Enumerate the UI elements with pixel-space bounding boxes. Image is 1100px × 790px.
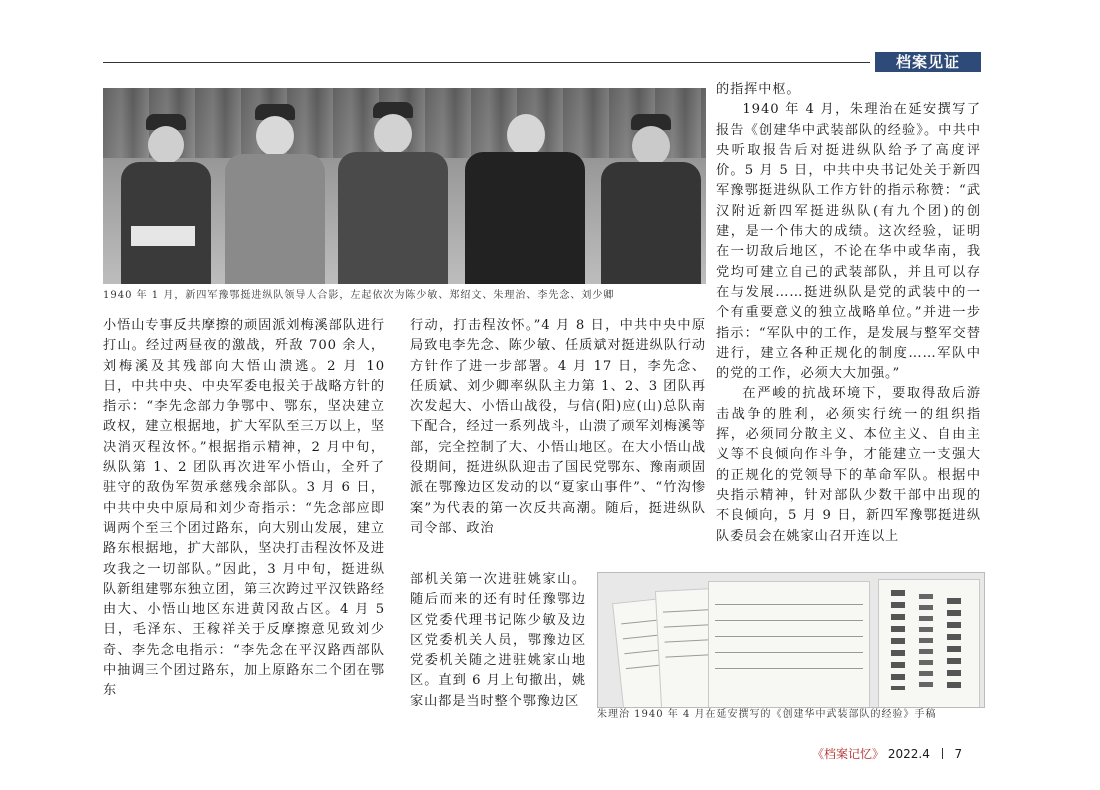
manuscript-photo: [597, 572, 985, 708]
column-2-text-bottom: 部机关第一次进驻姚家山。随后而来的还有时任豫鄂边区党委代理书记陈少敏及边区党委机关人员，鄂豫边区党委机关随之进驻姚家山地区。直到 6 月上旬撤出，姚家山都是当时整个鄂豫边区: [410, 572, 586, 709]
column-3-paragraph-2: 在严峻的抗战环境下，要取得敌后游击战争的胜利，必须实行统一的组织指挥，必须同分散主义、本位主义、自由主义等不良倾向作斗争，才能建立一支强大的正规化的党领导下的革命军队。根据中央指示精神，针对部队少数干部中出现的不良倾向，5 月 9 日，新四军豫鄂挺进纵队委员会在姚家山召开连以上: [716, 386, 981, 544]
manuscript-caption: 朱理治 1940 年 4 月在延安撰写的《创建华中武装部队的经验》手稿: [597, 709, 937, 720]
column-1-text: 小悟山专事反共摩擦的顽固派刘梅溪部队进行打山。经过两昼夜的激战，歼敌 700 余人，刘梅溪及其残部向大悟山溃逃。2 月 10 日，中共中央、中央军委电报关于战略方针的指示：“李先念部力争鄂中、鄂东，坚决建立政权，建立根据地，扩大军队至三万以上，坚决消灭程汝怀。”根据指示精神，2 月中旬，纵队第 1、2 团队再次进军小悟山，全歼了驻守的敌伪军贺承慈残余部队。3 月 6 日，中共中央中原局和刘少奇指示：“先念部应即调两个至三个团过路东，向大别山发展，建立路东根据地，扩大部队，坚决打击程汝怀及进攻我之一切部队。”因此，3 月中旬，挺进纵队新组建鄂东独立团，第三次跨过平汉铁路经由大、小悟山地区东进黄冈敌占区。4 月 5 日，毛泽东、王稼祥关于反摩擦意见致刘少奇、李先念电指示：“李先念在平汉路西部队中抽调三个团过路东，加上原路东二个团在鄂东: [103, 318, 385, 699]
section-tag: 档案见证: [875, 52, 981, 72]
journal-name: 《档案记忆》: [812, 747, 885, 761]
footer-divider: [942, 748, 943, 759]
column-1: [103, 316, 385, 736]
footer: [812, 745, 962, 762]
group-photo: [103, 88, 706, 284]
column-2-bottom: [410, 570, 586, 740]
photo-caption: 1940 年 1 月，新四军豫鄂挺进纵队领导人合影，左起依次为陈少敏、郑绍文、朱理治、李先念、刘少卿: [103, 290, 615, 301]
column-3-paragraph-1: 1940 年 4 月，朱理治在延安撰写了报告《创建华中武装部队的经验》。中共中央听取报告后对挺进纵队给予了高度评价。5 月 5 日，中共中央书记处关于新四军豫鄂挺进纵队工作方针的指示称赞：“武汉附近新四军挺进纵队(有九个团)的创建，是一个伟大的成绩。这次经验，证明在一切敌后地区，不论在华中或华南，我党均可建立自己的武装部队，并且可以存在与发展……挺进纵队是党的武装中的一个有重要意义的独立战略单位。”并进一步指示：“军队中的工作，是发展与整军交替进行，建立各种正规化的制度……军队中的党的工作，必须大大加强。”: [716, 102, 981, 382]
column-3: [716, 80, 981, 568]
column-2-text-top: 行动，打击程汝怀。”4 月 8 日，中共中央中原局致电李先念、陈少敏、任质斌对挺进纵队行动方针作了进一步部署。4 月 17 日，李先念、任质斌、刘少卿率纵队主力第 1、2、3 团队再次发起大、小悟山战役，与信(阳)应(山)总队南下配合，经过一系列战斗，山溃了顽军刘梅溪等部，完全控制了大、小悟山地区。在大小悟山战役期间，挺进纵队迎击了国民党鄂东、豫南顽固派在鄂豫边区发动的以“夏家山事件”、“竹沟惨案”为代表的第一次反共高潮。随后，挺进纵队司令部、政治: [410, 318, 706, 536]
page-number: 7: [954, 747, 963, 761]
column-2-top: [410, 316, 706, 561]
column-3-first-line: 的指挥中枢。: [716, 82, 801, 97]
issue-number: 2022.4: [887, 747, 930, 761]
header-rule: [103, 62, 870, 63]
